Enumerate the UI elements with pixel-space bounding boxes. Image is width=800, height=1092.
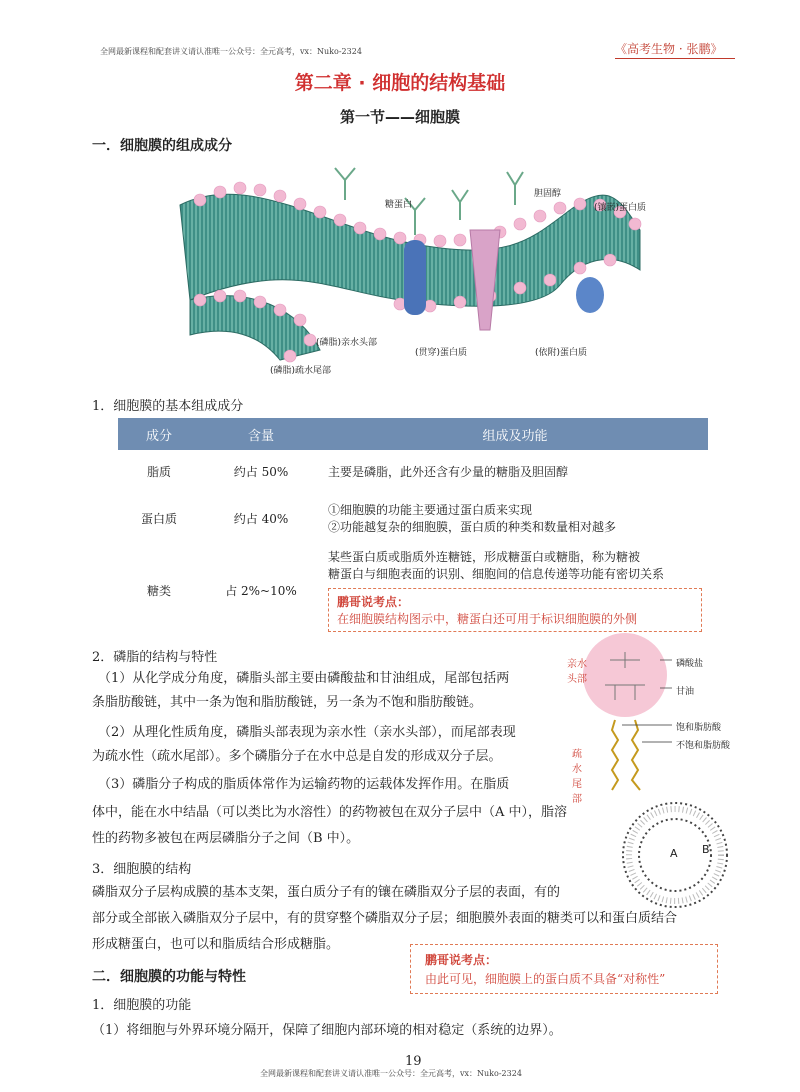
footer-note: 全网最新课程和配套讲义请认准唯一公众号：全元高考，vx：Nuko-2324 <box>260 1069 522 1078</box>
table-header: 含量 <box>200 418 322 450</box>
component-desc <box>322 492 708 544</box>
label-saturated: 饱和脂肪酸 <box>676 723 722 733</box>
label-hydrophilic-head-red: 亲水头部 <box>567 659 587 685</box>
table-header: 成分 <box>118 418 200 450</box>
part2-heading: 二．细胞膜的功能与特性 <box>92 969 246 985</box>
paragraph-line: 磷脂双分子层构成膜的基本支架，蛋白质分子有的镶在磷脂双分子层的表面，有的 <box>92 885 561 900</box>
paragraph-line: 性的药物多被包在两层磷脂分子之间（B 中）。 <box>92 831 360 846</box>
exam-tip-title: 鹏哥说考点： <box>337 595 410 609</box>
header-rule <box>615 58 735 59</box>
chapter-title: 第二章 · 细胞的结构基础 <box>294 72 506 94</box>
paragraph-line: （2）从理化性质角度，磷脂头部表现为亲水性（亲水头部），而尾部表现 <box>98 725 516 740</box>
part1-heading: 一．细胞膜的组成成分 <box>92 138 232 154</box>
label-glycoprotein: 糖蛋白 <box>385 200 413 210</box>
fatty-acid-tails <box>612 720 640 790</box>
subheading-structure: 3．细胞膜的结构 <box>92 862 192 877</box>
exam-tip-text: 由此可见，细胞膜上的蛋白质不具备“对称性” <box>425 972 666 986</box>
embedded-protein-shape <box>404 240 426 315</box>
label-unsaturated: 不饱和脂肪酸 <box>676 741 731 751</box>
component-name: 蛋白质 <box>140 511 177 526</box>
label-B: B <box>702 843 710 856</box>
label-peripheral-protein: (依附)蛋白质 <box>535 348 588 358</box>
paragraph-line: 部分或全部嵌入磷脂双分子层中，有的贯穿整个磷脂双分子层；细胞膜外表面的糖类可以和蛋白质结合 <box>92 911 678 926</box>
table-row <box>118 450 708 492</box>
composition-table <box>118 418 708 636</box>
component-desc <box>322 544 708 636</box>
label-A: A <box>670 847 678 860</box>
label-glycerol: 甘油 <box>676 687 695 697</box>
exam-tip-text: 在细胞膜结构图示中，糖蛋白还可用于标识细胞膜的外侧 <box>337 612 638 626</box>
desc-line: ②功能越复杂的细胞膜，蛋白质的种类和数量相对越多 <box>328 520 617 534</box>
paragraph-line: 条脂肪酸链，其中一条为饱和脂肪酸链，另一条为不饱和脂肪酸链。 <box>92 695 483 710</box>
header-note: 全网最新课程和配套讲义请认准唯一公众号：全元高考，vx：Nuko-2324 <box>100 47 362 56</box>
component-name: 脂质 <box>146 464 171 479</box>
subheading-basic-components: 1．细胞膜的基本组成成分 <box>92 399 244 414</box>
table-row <box>118 544 708 636</box>
exam-tip-box-2 <box>410 944 718 994</box>
paragraph-line: 为疏水性（疏水尾部）。多个磷脂分子在水中总是自发的形成双分子层。 <box>92 749 502 764</box>
paragraph-line: 体中，能在水中结晶（可以类比为水溶性）的药物被包在双分子层中（A 中），脂溶 <box>92 805 568 820</box>
table-header: 组成及功能 <box>322 418 708 450</box>
book-tag: 《高考生物 · 张鹏》 <box>615 42 723 56</box>
label-hydrophobic-tail: (磷脂)疏水尾部 <box>270 366 332 376</box>
label-hydrophobic-tail-red: 疏水尾部 <box>572 749 582 805</box>
label-hydrophilic-head: (磷脂)亲水头部 <box>316 338 378 348</box>
head-circle <box>583 633 667 717</box>
paragraph-line: （3）磷脂分子构成的脂质体常作为运输药物的运载体发挥作用。在脂质 <box>98 777 510 792</box>
desc-line: 主要是磷脂，此外还含有少量的糖脂及胆固醇 <box>328 464 569 479</box>
component-amount: 约占 40% <box>233 511 289 526</box>
peripheral-protein-shape <box>576 277 604 313</box>
subheading-phospholipid: 2．磷脂的结构与特性 <box>92 650 218 665</box>
component-amount: 约占 50% <box>233 464 289 479</box>
label-phosphate: 磷酸盐 <box>676 659 704 669</box>
label-embedded-protein: (镶嵌)蛋白质 <box>594 203 647 213</box>
table-row <box>118 492 708 544</box>
transmembrane-protein-shape <box>470 230 500 330</box>
desc-line: ①细胞膜的功能主要通过蛋白质来实现 <box>328 503 533 517</box>
desc-line: 糖蛋白与细胞表面的识别、细胞间的信息传递等功能有密切关系 <box>328 567 665 581</box>
label-cholesterol: 胆固醇 <box>534 189 562 199</box>
paragraph-line: 形成糖蛋白，也可以和脂质结合形成糖脂。 <box>92 937 340 952</box>
table-header-row <box>118 418 708 450</box>
component-desc <box>322 450 708 492</box>
desc-line: 某些蛋白质或脂质外连糖链，形成糖蛋白或糖脂，称为糖被 <box>328 550 641 564</box>
paragraph-line: （1）将细胞与外界环境分隔开，保障了细胞内部环境的相对稳定（系统的边界）。 <box>92 1023 562 1038</box>
subheading-functions: 1．细胞膜的功能 <box>92 998 192 1013</box>
exam-tip-box <box>328 588 702 632</box>
component-name: 糖类 <box>146 583 171 598</box>
section-title: 第一节——细胞膜 <box>339 108 460 126</box>
component-amount: 占 2%~10% <box>225 583 297 598</box>
paragraph-line: （1）从化学成分角度，磷脂头部主要由磷酸盐和甘油组成，尾部包括两 <box>98 671 510 686</box>
label-transmembrane-protein: (贯穿)蛋白质 <box>415 348 468 358</box>
exam-tip-title: 鹏哥说考点： <box>425 953 498 967</box>
page-number: 19 <box>405 1054 422 1069</box>
